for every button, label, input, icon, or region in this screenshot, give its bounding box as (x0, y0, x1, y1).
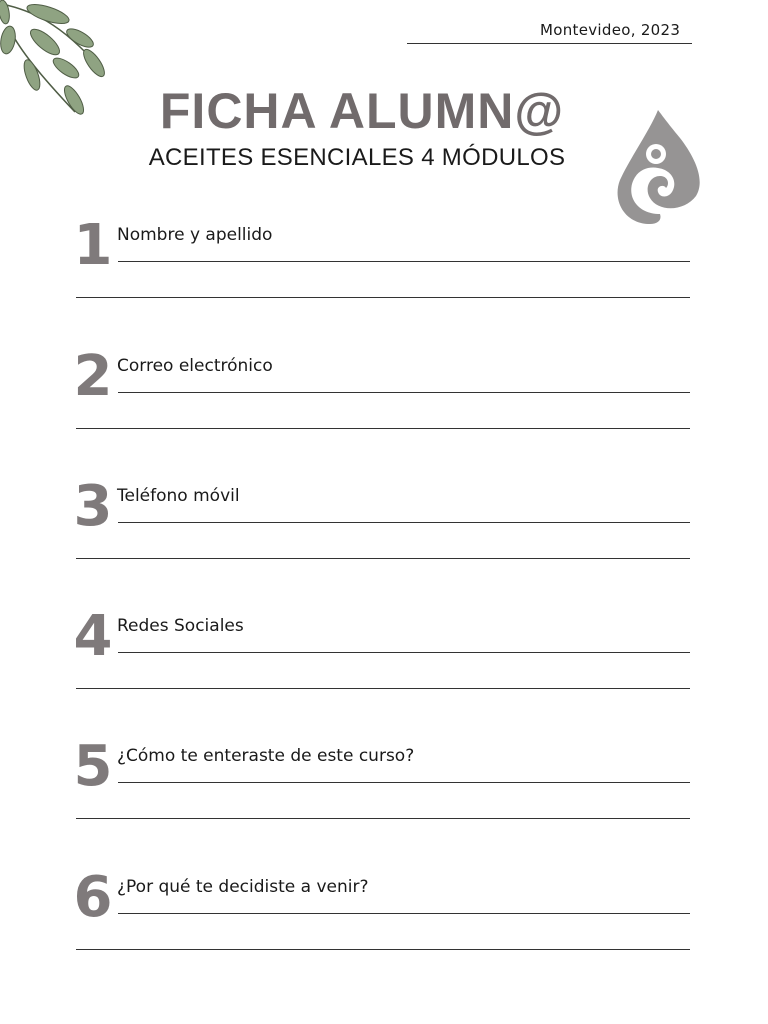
place-date: Montevideo, 2023 (540, 21, 681, 39)
field-label: ¿Cómo te enteraste de este curso? (117, 746, 415, 766)
place-date-underline (407, 43, 692, 44)
field-label: Correo electrónico (117, 356, 273, 376)
field-number: 5 (73, 734, 113, 799)
form-field-1 (0, 213, 768, 345)
form-field-5 (0, 734, 768, 866)
answer-line[interactable] (76, 688, 690, 689)
answer-line[interactable] (118, 392, 690, 393)
answer-line[interactable] (118, 522, 690, 523)
page-subtitle: ACEITES ESENCIALES 4 MÓDULOS (148, 144, 566, 171)
form-field-6 (0, 865, 768, 997)
field-number: 3 (73, 474, 113, 539)
answer-line[interactable] (76, 297, 690, 298)
page-title: FICHA ALUMN@ (159, 83, 565, 139)
answer-line[interactable] (76, 949, 690, 950)
form-field-4 (0, 604, 768, 736)
answer-line[interactable] (118, 913, 690, 914)
answer-line[interactable] (76, 428, 690, 429)
answer-line[interactable] (76, 818, 690, 819)
field-label: Nombre y apellido (117, 225, 273, 245)
answer-line[interactable] (118, 261, 690, 262)
field-number: 1 (73, 213, 113, 278)
field-label: ¿Por qué te decidiste a venir? (117, 877, 369, 897)
field-number: 6 (73, 865, 113, 930)
answer-line[interactable] (118, 782, 690, 783)
form-field-2 (0, 344, 768, 476)
drop-spiral-logo-icon (610, 108, 705, 228)
answer-line[interactable] (76, 558, 690, 559)
field-label: Redes Sociales (117, 616, 244, 636)
form-field-3 (0, 474, 768, 606)
field-label: Teléfono móvil (117, 486, 240, 506)
answer-line[interactable] (118, 652, 690, 653)
field-number: 2 (73, 344, 113, 409)
field-number: 4 (73, 604, 113, 669)
